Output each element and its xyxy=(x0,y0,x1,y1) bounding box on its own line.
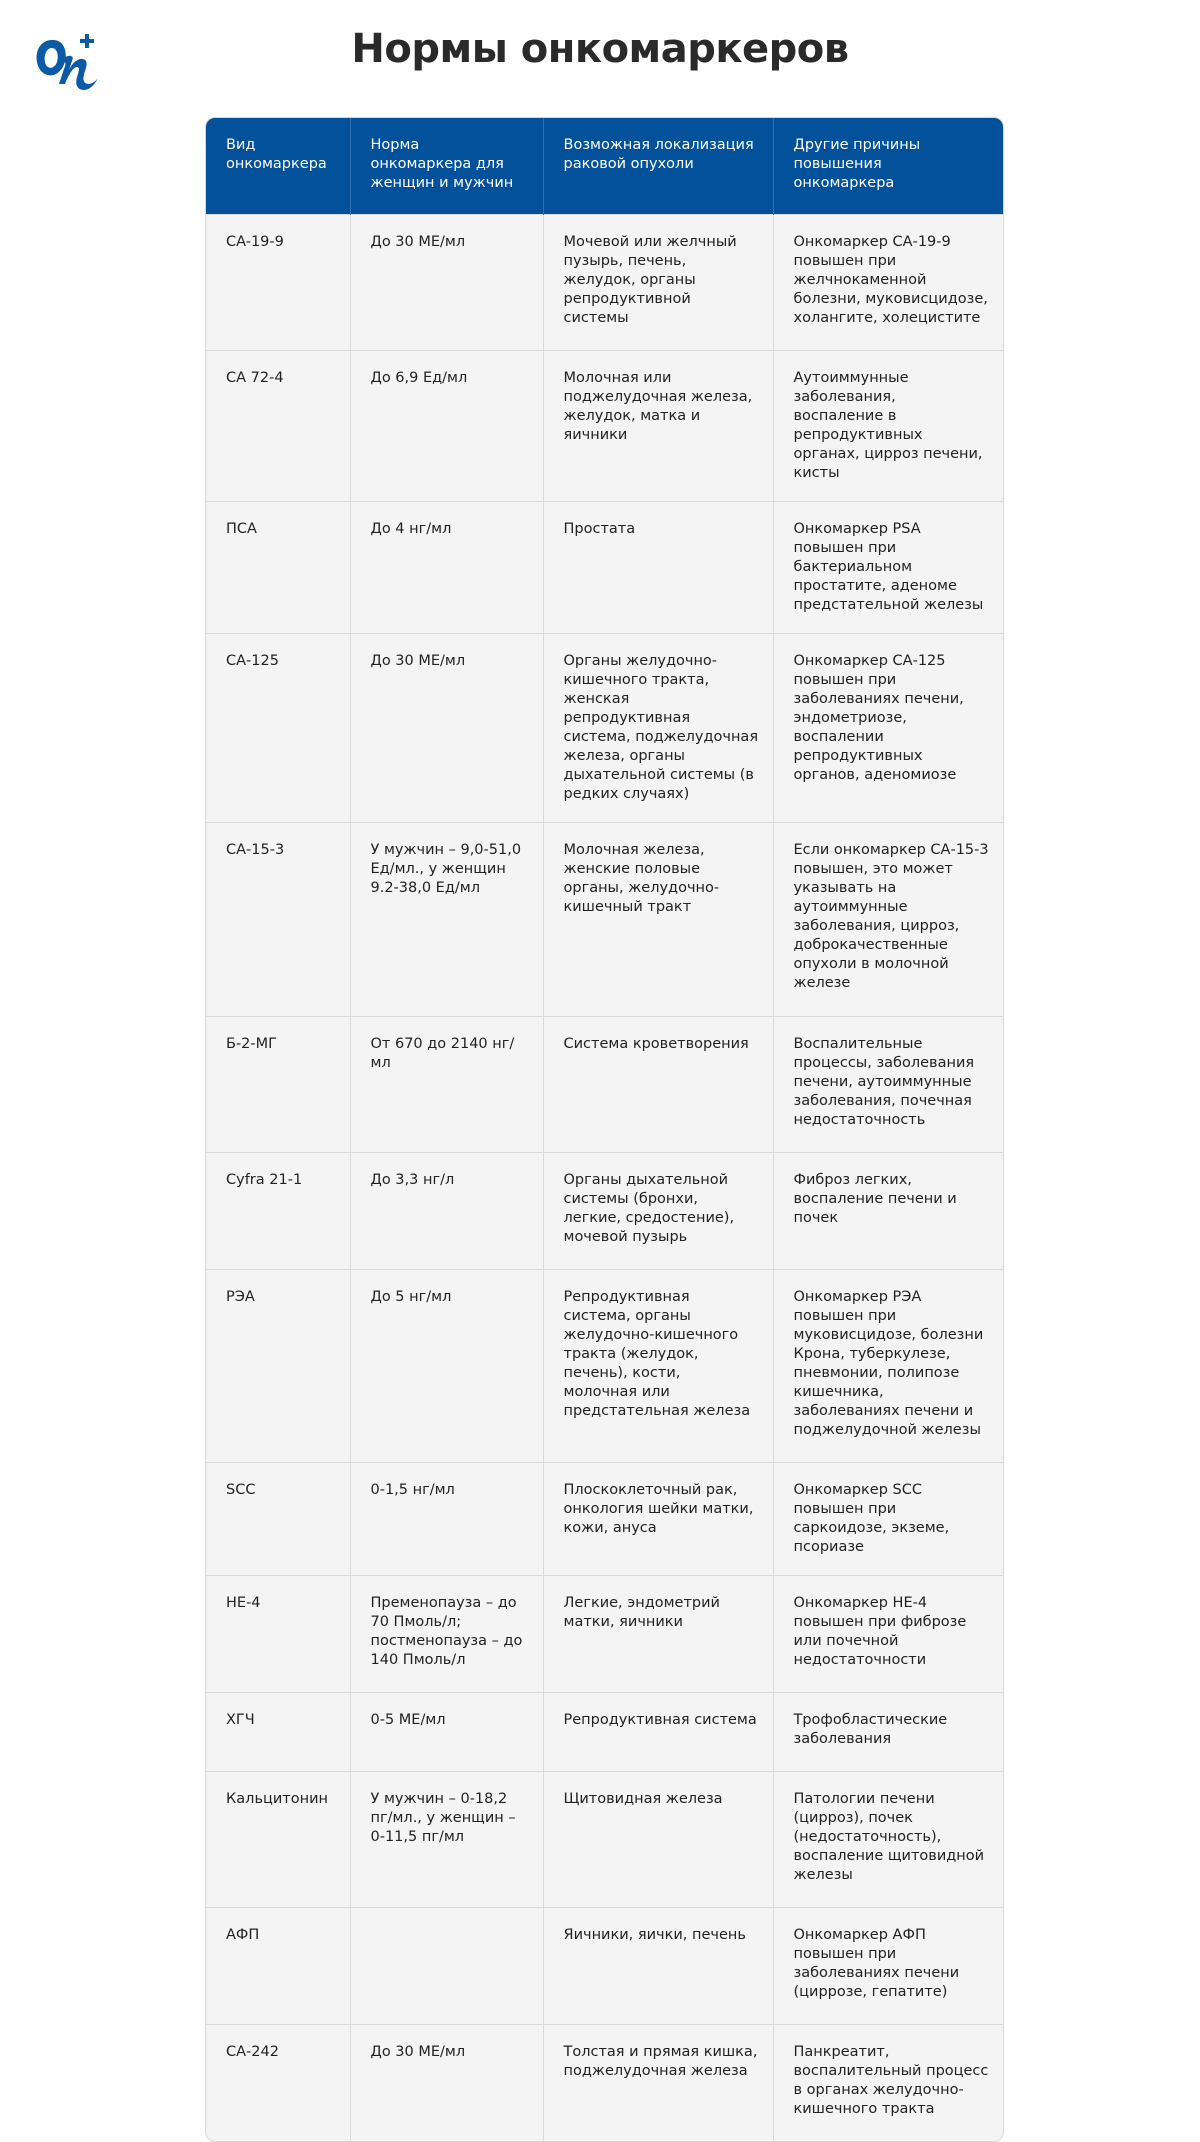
cell-localization: Молочная или поджелудочная железа, желудок, матка и яичники xyxy=(543,351,773,502)
cell-localization: Толстая и прямая кишка, поджелудочная железа xyxy=(543,2025,773,2141)
cell-other-causes: Онкомаркер АФП повышен при заболеваниях печени (циррозе, гепатите) xyxy=(773,1908,1003,2025)
cell-other-causes: Трофобластические заболевания xyxy=(773,1693,1003,1772)
table-row xyxy=(206,351,1003,502)
cell-localization: Щитовидная железа xyxy=(543,1772,773,1908)
table-row xyxy=(206,1463,1003,1576)
cell-norm: 0-1,5 нг/мл xyxy=(350,1463,543,1576)
cell-norm: До 6,9 Ед/мл xyxy=(350,351,543,502)
page-title: Нормы онкомаркеров xyxy=(351,26,849,72)
table-row xyxy=(206,2025,1003,2141)
cell-other-causes: Воспалительные процессы, заболевания печени, аутоиммунные заболевания, почечная недостаточность xyxy=(773,1017,1003,1153)
cell-norm: До 30 МЕ/мл xyxy=(350,634,543,823)
table-row xyxy=(206,1576,1003,1693)
cell-localization: Органы желудочно-кишечного тракта, женская репродуктивная система, поджелудочная железа, органы дыхательной системы (в редких случаях) xyxy=(543,634,773,823)
column-header-type: Вид онкомаркера xyxy=(206,118,350,215)
cell-other-causes: Онкомаркер PSA повышен при бактериальном простатите, аденоме предстательной железы xyxy=(773,502,1003,634)
cell-norm xyxy=(350,1908,543,2025)
table-row xyxy=(206,1908,1003,2025)
table-row xyxy=(206,634,1003,823)
column-header-norm: Норма онкомаркера для женщин и мужчин xyxy=(350,118,543,215)
cell-norm: У мужчин – 9,0-51,0 Ед/мл., у женщин 9.2-38,0 Ед/мл xyxy=(350,823,543,1017)
cell-norm: У мужчин – 0-18,2 пг/мл., у женщин – 0-11,5 пг/мл xyxy=(350,1772,543,1908)
cell-localization: Яичники, яички, печень xyxy=(543,1908,773,2025)
table-row xyxy=(206,1270,1003,1463)
cell-marker-type: СА-242 xyxy=(206,2025,350,2141)
table-row xyxy=(206,1772,1003,1908)
table-row xyxy=(206,1693,1003,1772)
cell-localization: Простата xyxy=(543,502,773,634)
cell-marker-type: CA-19-9 xyxy=(206,215,350,351)
cell-other-causes: Фиброз легких, воспаление печени и почек xyxy=(773,1153,1003,1270)
cell-norm: До 5 нг/мл xyxy=(350,1270,543,1463)
table-row xyxy=(206,215,1003,351)
cell-marker-type: ПСА xyxy=(206,502,350,634)
cell-localization: Репродуктивная система, органы желудочно-кишечного тракта (желудок, печень), кости, молочная или предстательная железа xyxy=(543,1270,773,1463)
column-header-localization: Возможная локализация раковой опухоли xyxy=(543,118,773,215)
table-header-row xyxy=(206,118,1003,215)
cell-marker-type: РЭА xyxy=(206,1270,350,1463)
cell-norm: До 30 МЕ/мл xyxy=(350,2025,543,2141)
cell-other-causes: Онкомаркер СА-125 повышен при заболеваниях печени, эндометриозе, воспалении репродуктивных органов, аденомиозе xyxy=(773,634,1003,823)
cell-marker-type: СА-125 xyxy=(206,634,350,823)
cell-localization: Мочевой или желчный пузырь, печень, желудок, органы репродуктивной системы xyxy=(543,215,773,351)
table-row xyxy=(206,823,1003,1017)
table-row xyxy=(206,1017,1003,1153)
cell-marker-type: Cyfra 21-1 xyxy=(206,1153,350,1270)
cell-other-causes: Панкреатит, воспалительный процесс в органах желудочно-кишечного тракта xyxy=(773,2025,1003,2141)
cell-localization: Молочная железа, женские половые органы, желудочно-кишечный тракт xyxy=(543,823,773,1017)
cell-marker-type: СА-15-3 xyxy=(206,823,350,1017)
column-header-other-causes: Другие причины повышения онкомаркера xyxy=(773,118,1003,215)
cell-marker-type: Б-2-МГ xyxy=(206,1017,350,1153)
cell-other-causes: Если онкомаркер СА-15-3 повышен, это может указывать на аутоиммунные заболевания, цирроз, доброкачественные опухоли в молочной железе xyxy=(773,823,1003,1017)
cell-norm: До 30 МЕ/мл xyxy=(350,215,543,351)
cell-norm: От 670 до 2140 нг/мл xyxy=(350,1017,543,1153)
cell-localization: Органы дыхательной системы (бронхи, легкие, средостение), мочевой пузырь xyxy=(543,1153,773,1270)
cell-other-causes: Патологии печени (цирроз), почек (недостаточность), воспаление щитовидной железы xyxy=(773,1772,1003,1908)
cell-norm: Пременопауза – до 70 Пмоль/л; постменопауза – до 140 Пмоль/л xyxy=(350,1576,543,1693)
cell-localization: Репродуктивная система xyxy=(543,1693,773,1772)
cell-other-causes: Онкомаркер РЭА повышен при муковисцидозе, болезни Крона, туберкулезе, пневмонии, полипозе кишечника, заболеваниях печени и поджелудочной железы xyxy=(773,1270,1003,1463)
cell-marker-type: ХГЧ xyxy=(206,1693,350,1772)
cell-localization: Система кроветворения xyxy=(543,1017,773,1153)
cell-other-causes: Онкомаркер НЕ-4 повышен при фиброзе или почечной недостаточности xyxy=(773,1576,1003,1693)
cell-marker-type: АФП xyxy=(206,1908,350,2025)
table-row xyxy=(206,1153,1003,1270)
cell-norm: 0-5 МЕ/мл xyxy=(350,1693,543,1772)
cell-norm: До 3,3 нг/л xyxy=(350,1153,543,1270)
cell-marker-type: SCC xyxy=(206,1463,350,1576)
cell-localization: Легкие, эндометрий матки, яичники xyxy=(543,1576,773,1693)
oncomarker-table xyxy=(205,117,1004,2142)
cell-marker-type: Кальцитонин xyxy=(206,1772,350,1908)
cell-marker-type: СА 72-4 xyxy=(206,351,350,502)
table-row xyxy=(206,502,1003,634)
cell-other-causes: Онкомаркер SCC повышен при саркоидозе, экземе, псориазе xyxy=(773,1463,1003,1576)
cell-other-causes: Аутоиммунные заболевания, воспаление в репродуктивных органах, цирроз печени, кисты xyxy=(773,351,1003,502)
cell-other-causes: Онкомаркер СА-19-9 повышен при желчнокаменной болезни, муковисцидозе, холангите, холецистите xyxy=(773,215,1003,351)
cell-norm: До 4 нг/мл xyxy=(350,502,543,634)
cell-localization: Плоскоклеточный рак, онкология шейки матки, кожи, ануса xyxy=(543,1463,773,1576)
cell-marker-type: НЕ-4 xyxy=(206,1576,350,1693)
